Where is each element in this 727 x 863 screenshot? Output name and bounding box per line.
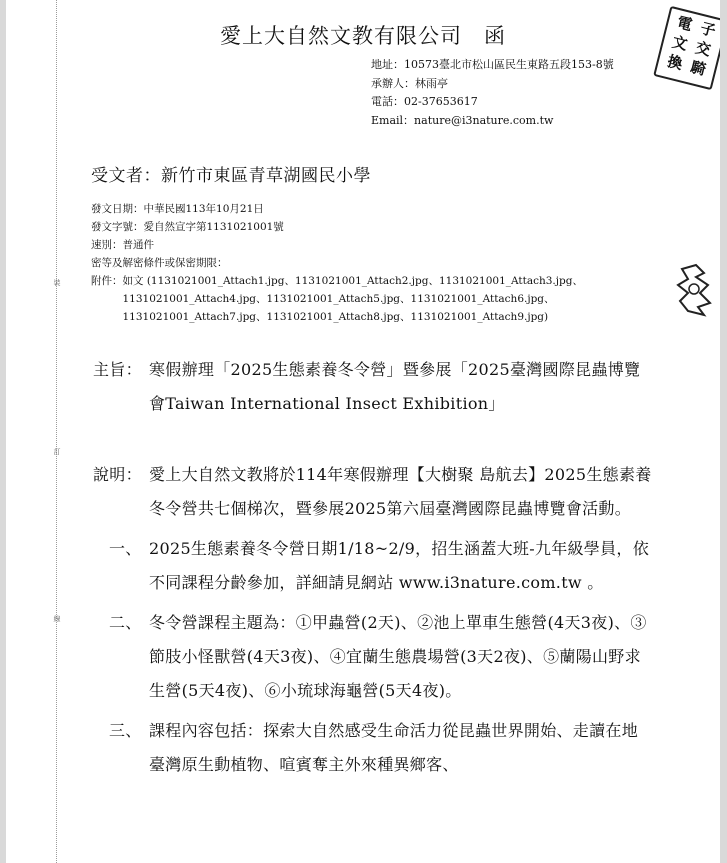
recipient-line: 受文者：新竹市東區青草湖國民小學 (91, 166, 371, 186)
contact-phone: 電話：02-37653617 (371, 95, 478, 109)
stamp-char: 換 (665, 52, 685, 74)
item-text: 課程內容包括：探索大自然感受生命活力從昆蟲世界開始、走讀在地臺灣原生動植物、喧賓奪主外來種異鄉客、 (149, 721, 639, 774)
attachment-row (91, 272, 651, 326)
item-text: 冬令營課程主題為：①甲蟲營(2天)、②池上單車生態營(4天3夜)、③節肢小怪獸營(4天3夜)、④宜蘭生態農場營(3天2夜)、⑤蘭陽山野求生營(5天4夜)、⑥小琉球海龜營(5天4夜)。 (149, 613, 647, 700)
item-text: 2025生態素養冬令營日期1/18~2/9，招生涵蓋大班-九年級學員，依不同課程分齡參加，詳細請見網站 www.i3nature.com.tw 。 (149, 539, 650, 592)
item-number: 二、 (109, 613, 142, 632)
document-meta (91, 200, 651, 326)
list-item (109, 606, 653, 708)
explanation-section (93, 458, 653, 788)
binding-line (56, 0, 57, 863)
binding-mark-1: 裝 (53, 279, 61, 287)
document-title: 愛上大自然文教有限公司 函 (220, 24, 506, 48)
subject-label: 主旨： (93, 360, 142, 379)
stamp-char: 騎 (688, 57, 708, 79)
document-number: 發文字號：愛自然宣字第1131021001號 (91, 221, 284, 233)
stamp-char: 電 (675, 13, 695, 35)
contact-email: Email：nature@i3nature.com.tw (371, 113, 554, 127)
explanation-label: 說明： (93, 465, 142, 484)
binding-mark-3: 線 (53, 615, 61, 623)
list-item (109, 532, 653, 600)
stamp-char: 子 (698, 19, 718, 41)
delivery-speed: 速別：普通件 (91, 239, 154, 251)
secrecy-level: 密等及解密條件或保密期限： (91, 257, 228, 269)
attachment-label: 附件： (91, 275, 123, 287)
item-number: 三、 (109, 721, 142, 740)
stamp-char: 交 (693, 38, 713, 60)
attachment-list: 如文 (1131021001_Attach1.jpg、1131021001_Attach2.jpg、1131021001_Attach3.jpg、1131021001_Attach4.jpg、1131021001_Attach5.jpg、1131021001_Attach6.jpg、1131021001_Attach7.jpg、1131021001_Attach8.jpg、1131021001_Attach9.jpg) (122, 275, 583, 323)
explanation-text: 愛上大自然文教將於114年寒假辦理【大樹聚 島航去】2025生態素養冬令營共七個梯次，暨參展2025第六屆臺灣國際昆蟲博覽會活動。 (149, 465, 652, 518)
sender-contact-block (371, 56, 636, 130)
binding-mark-2: 訂 (53, 448, 61, 456)
explanation-items (93, 532, 653, 782)
contact-person: 承辦人：林雨亭 (371, 76, 448, 90)
stamp-char: 文 (670, 32, 690, 54)
subject-section (93, 353, 653, 421)
subject-text: 寒假辦理「2025生態素養冬令營」暨參展「2025臺灣國際昆蟲博覽會Taiwan International Insect Exhibition」 (149, 360, 641, 413)
seal-mark-icon (674, 263, 714, 317)
issue-date: 發文日期：中華民國113年10月21日 (91, 203, 264, 215)
list-item (109, 714, 653, 782)
item-number: 一、 (109, 539, 142, 558)
sender-address: 地址：10573臺北市松山區民生東路五段153-8號 (371, 58, 614, 71)
document-page (6, 0, 720, 863)
electronic-exchange-stamp (653, 6, 720, 90)
